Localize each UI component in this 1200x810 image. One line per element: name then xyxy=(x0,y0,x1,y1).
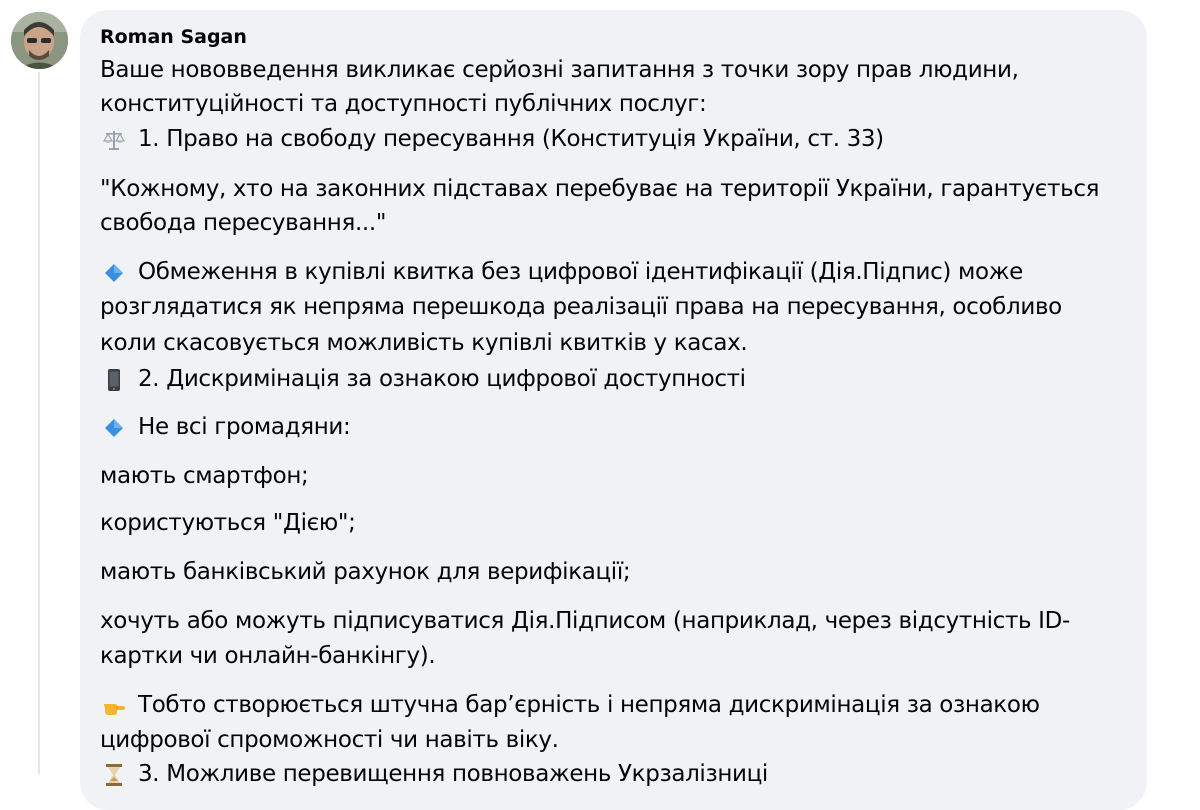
hourglass-icon xyxy=(100,759,128,789)
blue-diamond-icon xyxy=(100,257,128,287)
comment-text: коли скасовується можливість купівлі квитків у касах. xyxy=(100,330,748,356)
comment-text: цифрової спроможності чи навіть віку. xyxy=(100,727,559,753)
comment-text: 2. Дискримінація за ознакою цифрової доступності xyxy=(138,366,746,392)
comment-text: Обмеження в купівлі квитка без цифрової ідентифікації (Дія.Підпис) може xyxy=(138,259,1023,285)
comment-text-line xyxy=(100,508,356,538)
comment-text-line xyxy=(100,606,1070,636)
pointing-hand-icon xyxy=(100,690,128,720)
comment-text: мають банківський рахунок для верифікації; xyxy=(100,559,631,585)
comment-text: Тобто створюється штучна бар’єрність і непряма дискримінація за ознакою xyxy=(138,692,1040,718)
comment-text: мають смартфон; xyxy=(100,463,309,489)
comment-text-line xyxy=(100,412,350,442)
comment-text: "Кожному, хто на законних підставах перебуває на території України, гарантується xyxy=(100,176,1100,202)
comment-text: хочуть або можуть підписуватися Дія.Підписом (наприклад, через відсутність ID- xyxy=(100,608,1070,634)
comment-text-line xyxy=(100,124,884,154)
mobile-phone-icon xyxy=(100,364,128,394)
comment-text: розглядатися як непряма перешкода реалізації права на пересування, особливо xyxy=(100,294,1062,320)
comment-text-line xyxy=(100,208,386,238)
comment-text-line xyxy=(100,759,768,789)
comment-text: Не всі громадяни: xyxy=(138,414,351,440)
comment-text-line xyxy=(100,725,559,755)
comment-text-line xyxy=(100,557,630,587)
comment-text-line xyxy=(100,364,746,394)
comment-text: свобода пересування..." xyxy=(100,210,387,236)
comment-text: картки чи онлайн-банкінгу). xyxy=(100,643,436,669)
avatar[interactable] xyxy=(11,12,68,69)
blue-diamond-icon xyxy=(100,412,128,442)
comment-text: конституційності та доступності публічних послуг: xyxy=(100,91,707,117)
comment-text-line xyxy=(100,89,706,119)
comment-author[interactable]: Roman Sagan xyxy=(100,26,247,48)
comment-text-line xyxy=(100,641,435,671)
balance-scale-icon xyxy=(100,124,128,154)
comment-text-line xyxy=(100,690,1040,720)
reply-thread-line xyxy=(38,72,40,774)
comment-text: 1. Право на свободу пересування (Конституція України, ст. 33) xyxy=(138,126,884,152)
comment-text: 3. Можливе перевищення повноважень Укрзалізниці xyxy=(138,761,768,787)
comment-text-line xyxy=(100,292,1062,322)
comment-text-line xyxy=(100,257,1023,287)
comment-text-line xyxy=(100,461,308,491)
comment-text-line xyxy=(100,328,747,358)
comment-text: користуються "Дією"; xyxy=(100,510,356,536)
comment-text-line xyxy=(100,174,1099,204)
comment-text: Ваше нововведення викликає серйозні запитання з точки зору прав людини, xyxy=(100,57,1019,83)
comment-text-line xyxy=(100,55,1019,85)
